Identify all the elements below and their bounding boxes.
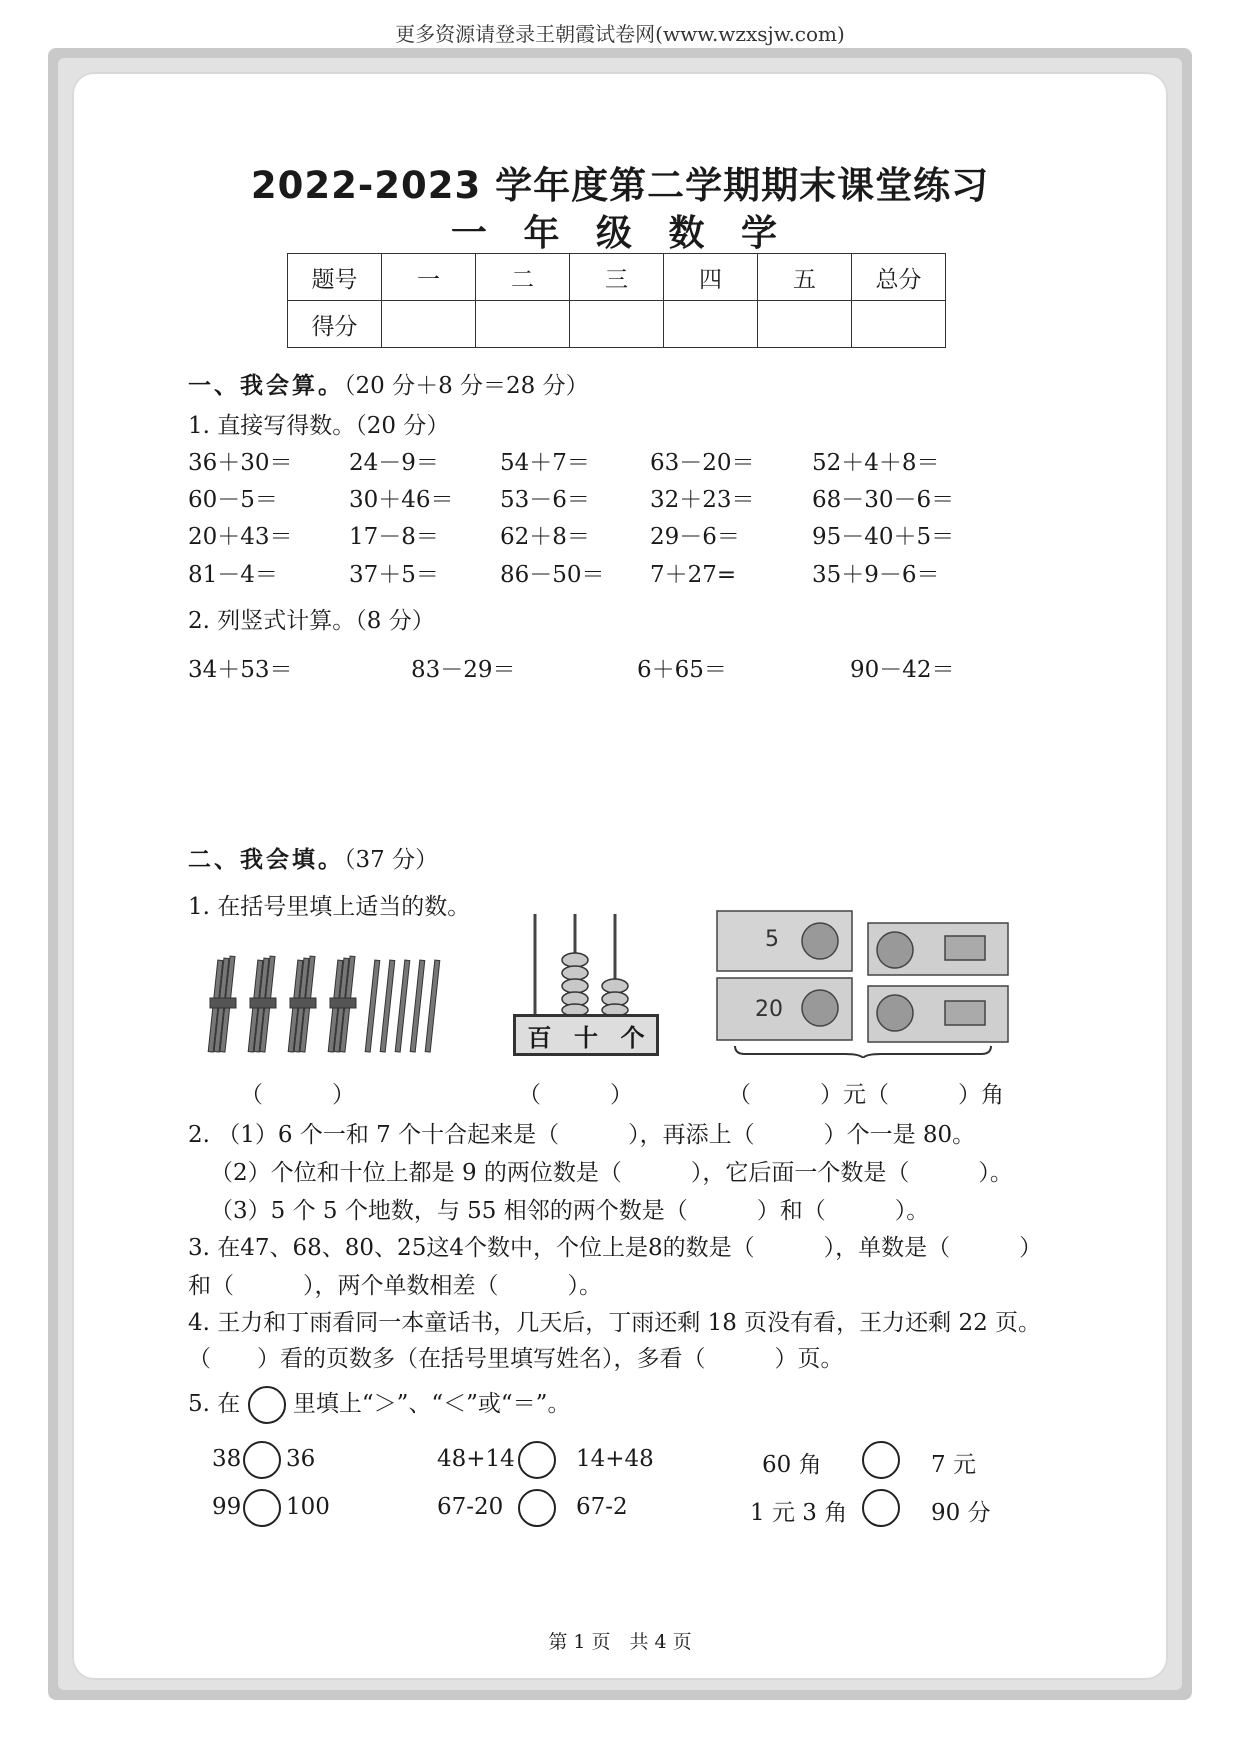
compare-answer-circle[interactable] — [243, 1489, 281, 1527]
score-header-cell: 二 — [476, 254, 570, 301]
score-table-score-row — [288, 301, 946, 348]
calc-item: 95－40＋5＝ — [812, 524, 955, 550]
calc-item: 36＋30＝ — [188, 450, 293, 476]
money-image — [715, 908, 1015, 1058]
calc-item: 24－9＝ — [349, 450, 439, 476]
svg-text:5: 5 — [765, 927, 779, 952]
compare-left: 1 元 3 角 — [750, 1500, 848, 1526]
section2-heading — [188, 841, 438, 874]
section2-heading-text: 二、我会填。 — [188, 847, 344, 873]
ten-stick-bundle — [248, 956, 276, 1052]
page-subtitle: 一 年 级 数 学 — [450, 213, 790, 254]
section2-q4-line2: （ ）看的页数多（在括号里填写姓名），多看（ ）页。 — [188, 1346, 844, 1372]
section1-q2-title: 2. 列竖式计算。（8 分） — [188, 608, 435, 634]
compare-right: 36 — [286, 1446, 316, 1472]
section2-q2-part2: （2）个位和十位上都是 9 的两位数是（ ），它后面一个数是（ ）。 — [210, 1160, 1013, 1186]
calc-item: 29－6＝ — [650, 524, 740, 550]
score-header-cell: 四 — [664, 254, 758, 301]
sticks-answer-blank[interactable]: （ ） — [240, 1082, 355, 1108]
ten-stick-bundle — [288, 956, 316, 1052]
calc-item: 62＋8＝ — [500, 524, 590, 550]
single-stick — [380, 960, 395, 1052]
q5-prefix: 5. 在 — [188, 1391, 241, 1417]
calc-item: 17－8＝ — [349, 524, 439, 550]
compare-answer-circle[interactable] — [862, 1489, 900, 1527]
calc-item: 37＋5＝ — [349, 562, 439, 588]
single-stick — [365, 960, 380, 1052]
single-stick — [410, 960, 425, 1052]
section2-q3-line1: 3. 在47、68、80、25这4个数中，个位上是8的数是（ ），单数是（ ） — [188, 1235, 1043, 1261]
score-header-cell: 题号 — [288, 254, 382, 301]
calc-item: 52＋4＋8＝ — [812, 450, 940, 476]
section1-points: （20 分＋8 分＝28 分） — [344, 373, 589, 399]
calc-item: 54＋7＝ — [500, 450, 590, 476]
abacus-image — [510, 912, 660, 1056]
calc-item: 81－4＝ — [188, 562, 278, 588]
calc-item: 35＋9－6＝ — [812, 562, 940, 588]
section2-q4-line1: 4. 王力和丁雨看同一本童话书，几天后，丁雨还剩 18 页没有看，王力还剩 22 页。 — [188, 1310, 1042, 1336]
score-input-cell[interactable] — [852, 301, 946, 348]
compare-right: 7 元 — [931, 1452, 976, 1478]
vertical-calc-item: 90－42＝ — [850, 657, 955, 683]
section2-points: （37 分） — [344, 847, 439, 873]
abacus-rods — [510, 912, 660, 1016]
score-header-cell: 一 — [382, 254, 476, 301]
compare-left: 48+14 — [437, 1446, 515, 1472]
section2-q2-part3: （3）5 个 5 个地数，与 55 相邻的两个数是（ ）和（ ）。 — [210, 1198, 930, 1224]
single-stick — [425, 960, 440, 1052]
abacus-label-hundreds: 百 — [527, 1023, 552, 1052]
section1-heading — [188, 367, 589, 400]
page-footer: 第 1 页 共 4 页 — [548, 1631, 692, 1653]
calc-item: 68－30－6＝ — [812, 487, 955, 513]
compare-right: 14+48 — [576, 1446, 654, 1472]
section2-q5-title — [188, 1385, 570, 1424]
calc-item: 32＋23＝ — [650, 487, 755, 513]
vertical-calc-item: 34＋53＝ — [188, 657, 293, 683]
compare-left: 99 — [212, 1494, 242, 1520]
compare-right: 90 分 — [931, 1500, 991, 1526]
abacus-label-ones: 个 — [620, 1023, 645, 1052]
score-header-cell: 总分 — [852, 254, 946, 301]
calc-item: 20＋43＝ — [188, 524, 293, 550]
compare-right: 100 — [286, 1494, 330, 1520]
score-table — [287, 253, 946, 348]
ten-stick-bundle — [328, 956, 356, 1052]
score-header-cell: 五 — [758, 254, 852, 301]
page-title: 2022-2023 学年度第二学期期末课堂练习 — [250, 164, 990, 207]
compare-answer-circle[interactable] — [243, 1441, 281, 1479]
compare-answer-circle[interactable] — [518, 1489, 556, 1527]
compare-circle-icon — [248, 1386, 286, 1424]
single-stick — [395, 960, 410, 1052]
vertical-calc-item: 6＋65＝ — [637, 657, 727, 683]
q5-suffix: 里填上“＞”、“＜”或“＝”。 — [292, 1391, 571, 1417]
compare-answer-circle[interactable] — [862, 1441, 900, 1479]
calc-item: 53－6＝ — [500, 487, 590, 513]
calc-item: 30＋46＝ — [349, 487, 454, 513]
calc-item: 86－50＝ — [500, 562, 605, 588]
abacus-label-tens: 十 — [573, 1023, 598, 1052]
brace — [735, 1046, 991, 1058]
calc-item: 7＋27= — [650, 562, 737, 588]
compare-left: 67-20 — [437, 1494, 504, 1520]
section2-q2-part1: 2. （1）6 个一和 7 个十合起来是（ ），再添上（ ）个一是 80。 — [188, 1122, 976, 1148]
section2-q3-line2: 和（ ），两个单数相差（ ）。 — [188, 1273, 602, 1299]
section1-q1-title: 1. 直接写得数。（20 分） — [188, 413, 450, 439]
section2-q1-title: 1. 在括号里填上适当的数。 — [188, 894, 471, 920]
score-input-cell[interactable] — [664, 301, 758, 348]
abacus-base — [513, 1014, 659, 1056]
score-input-cell[interactable] — [382, 301, 476, 348]
svg-text:20: 20 — [755, 997, 783, 1022]
score-header-cell: 三 — [570, 254, 664, 301]
vertical-calc-item: 83－29＝ — [411, 657, 516, 683]
score-input-cell[interactable] — [570, 301, 664, 348]
header-source-note: 更多资源请登录王朝霞试卷网(www.wzxsjw.com) — [395, 22, 845, 46]
calc-item: 63－20＝ — [650, 450, 755, 476]
score-row-label: 得分 — [288, 301, 382, 348]
sticks-bundle-image — [205, 950, 445, 1060]
score-table-header-row — [288, 254, 946, 301]
calc-item: 60－5＝ — [188, 487, 278, 513]
compare-left: 60 角 — [762, 1452, 822, 1478]
compare-left: 38 — [212, 1446, 242, 1472]
abacus-answer-blank[interactable]: （ ） — [518, 1082, 633, 1108]
ten-stick-bundle — [208, 956, 236, 1052]
money-answer-blank[interactable]: （ ）元（ ）角 — [728, 1082, 1004, 1108]
score-input-cell[interactable] — [758, 301, 852, 348]
compare-answer-circle[interactable] — [518, 1441, 556, 1479]
section1-heading-text: 一、我会算。 — [188, 373, 344, 399]
compare-right: 67-2 — [576, 1494, 628, 1520]
score-input-cell[interactable] — [476, 301, 570, 348]
